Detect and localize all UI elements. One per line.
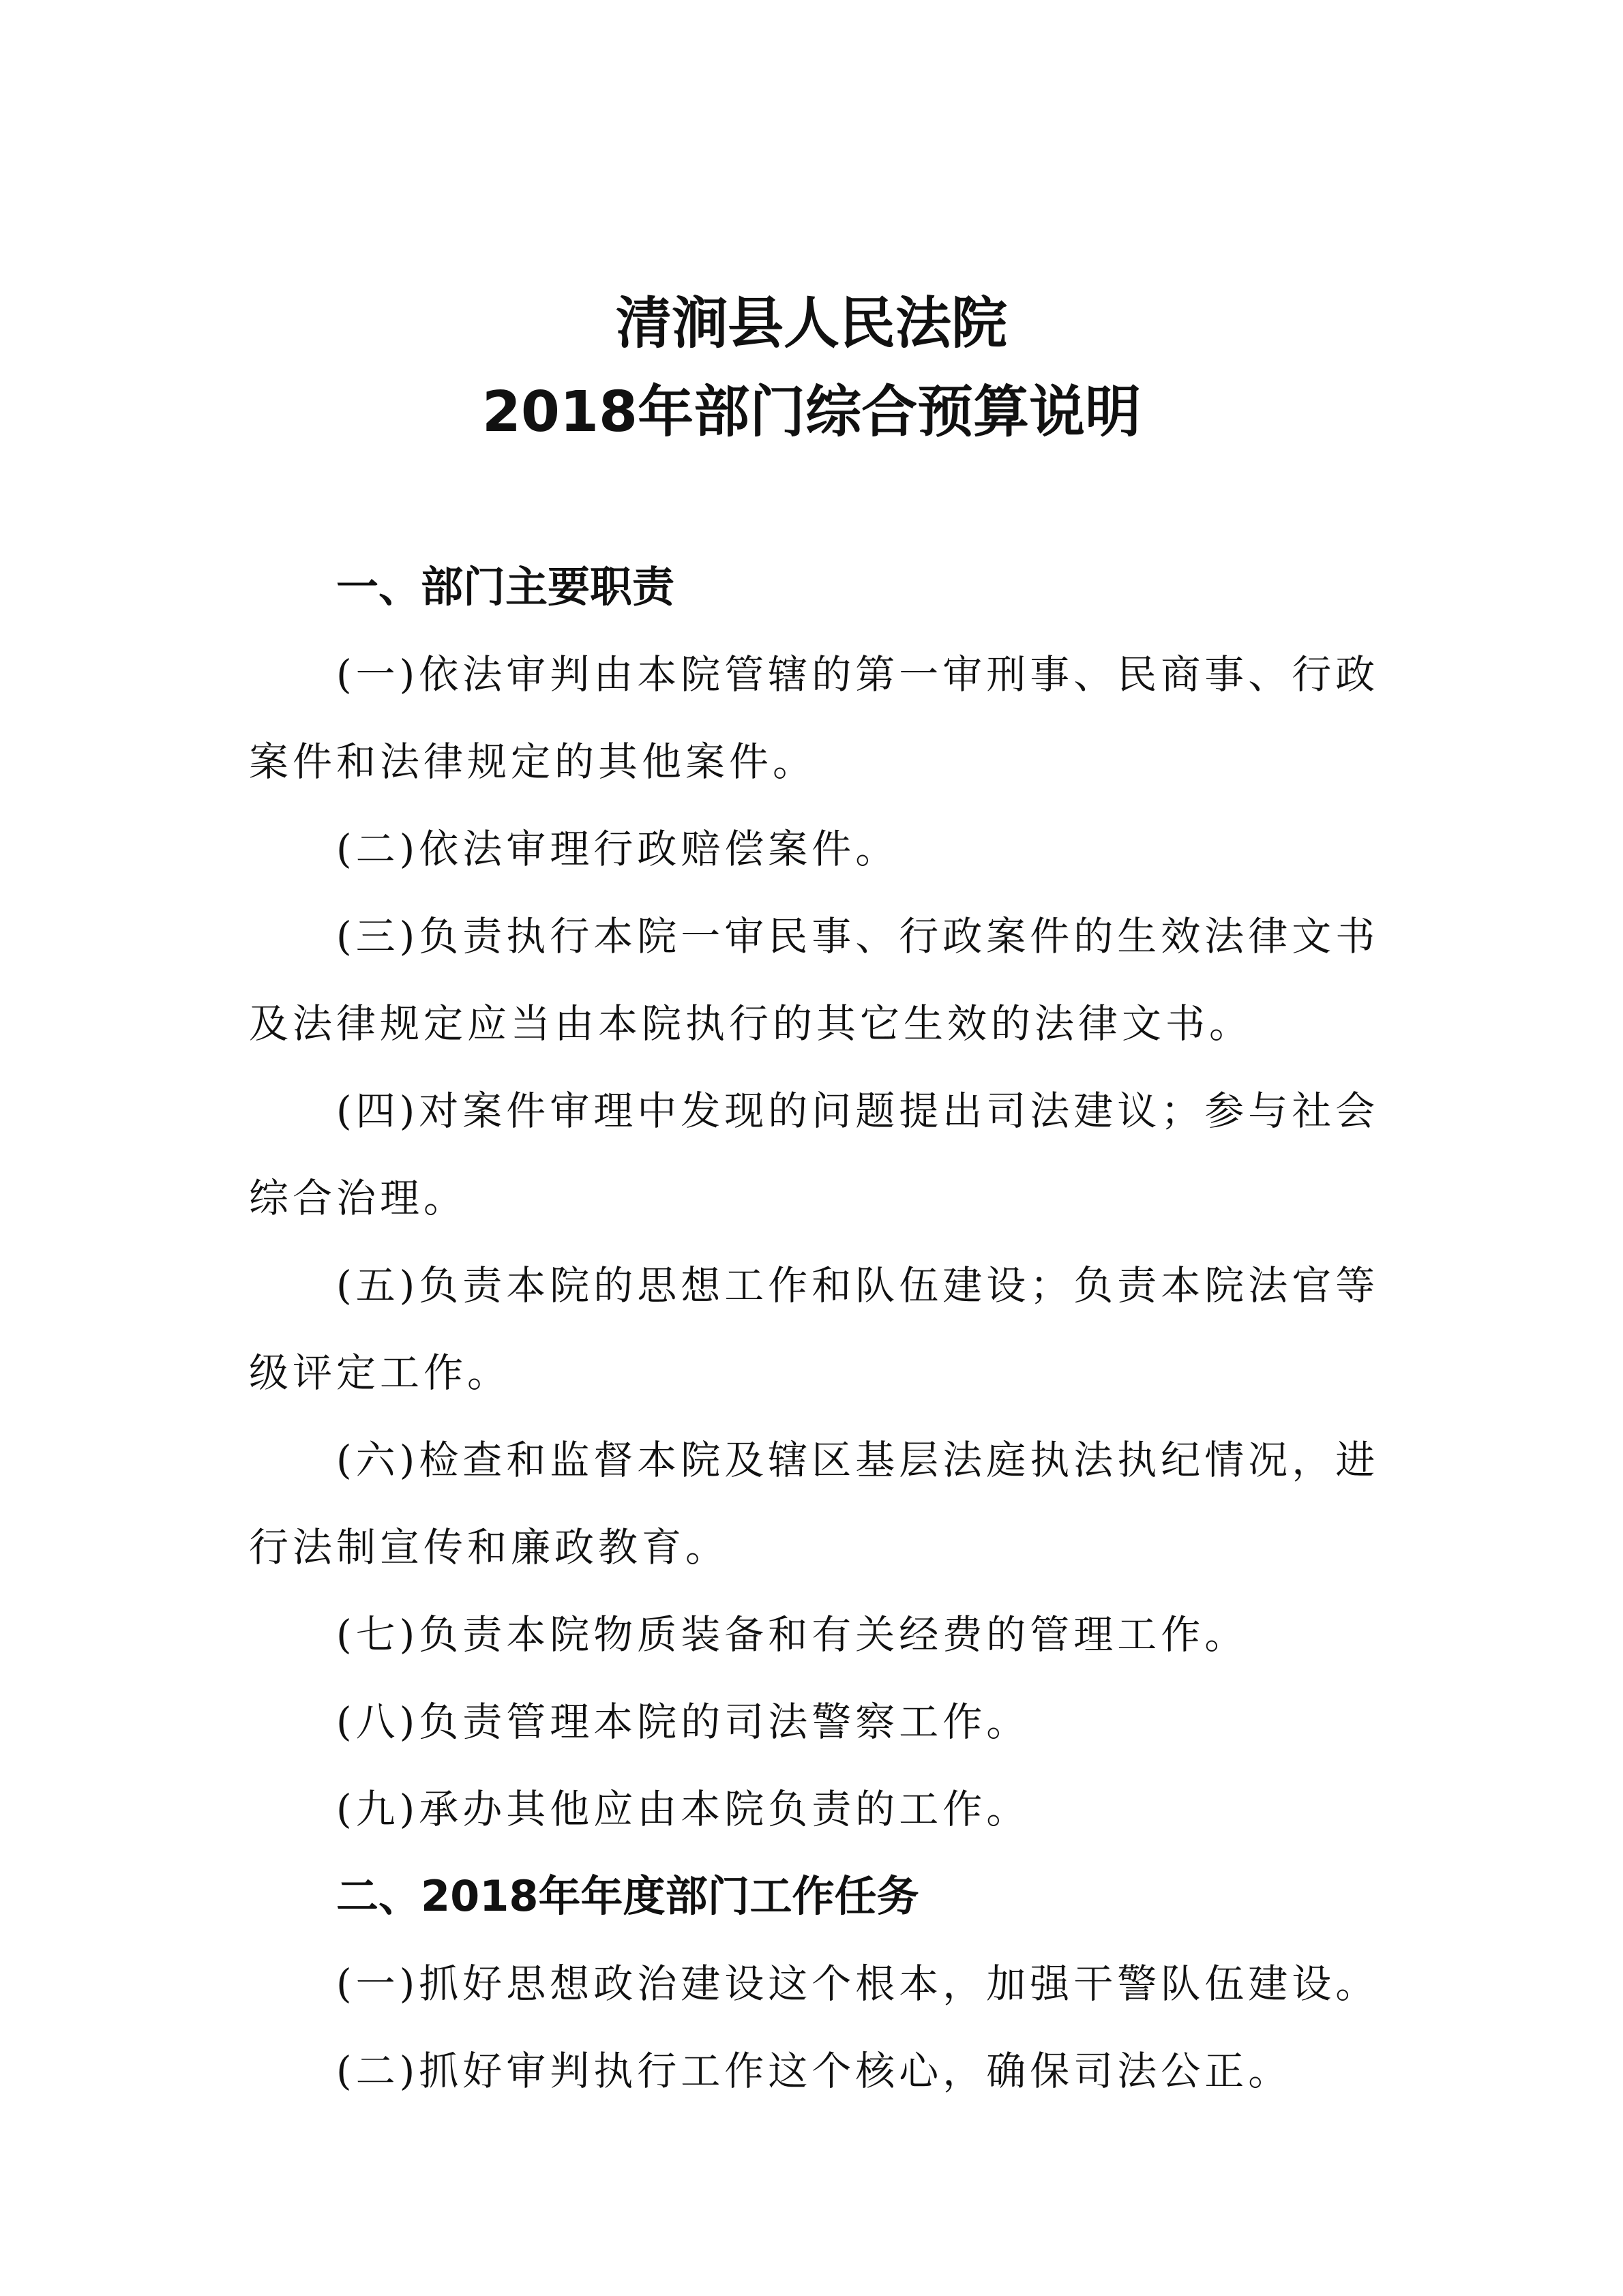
duty-item-1 [249, 631, 1388, 805]
paragraph-line: (四)对案件审理中发现的问题提出司法建议；参与社会 [336, 1088, 1380, 1134]
paragraph-line: (六)检查和监督本院及辖区基层法庭执法执纪情况，进 [336, 1437, 1380, 1483]
document-title-line2: 2018年部门综合预算说明 [481, 380, 1142, 445]
duty-item-2 [249, 805, 1388, 893]
paragraph-line: 级评定工作。 [249, 1350, 511, 1396]
paragraph-line: 行法制宣传和廉政教育。 [249, 1524, 730, 1570]
paragraph-line: (二)依法审理行政赔偿案件。 [336, 826, 899, 872]
duty-item-6 [249, 1416, 1388, 1591]
paragraph-line: 及法律规定应当由本院执行的其它生效的法律文书。 [249, 1000, 1253, 1047]
duty-item-3 [249, 893, 1388, 1067]
task-item-2 [249, 2027, 1388, 2115]
duty-item-7 [249, 1591, 1388, 1678]
paragraph-line: (五)负责本院的思想工作和队伍建设；负责本院法官等 [336, 1262, 1380, 1309]
task-item-1 [249, 1940, 1388, 2027]
paragraph-line: 综合治理。 [249, 1175, 468, 1221]
paragraph-line: (九)承办其他应由本院负责的工作。 [336, 1786, 1030, 1832]
paragraph-line: (七)负责本院物质装备和有关经费的管理工作。 [336, 1611, 1249, 1658]
section-heading-duties: 一、部门主要职责 [336, 562, 675, 612]
paragraph-line: (二)抓好审判执行工作这个核心，确保司法公正。 [336, 2048, 1292, 2094]
section-heading-tasks: 二、2018年年度部门工作任务 [336, 1871, 919, 1921]
duty-item-8 [249, 1678, 1388, 1765]
duty-item-5 [249, 1242, 1388, 1416]
document-body [249, 543, 1388, 2115]
duty-item-4 [249, 1067, 1388, 1242]
paragraph-line: (一)抓好思想政治建设这个根本，加强干警队伍建设。 [336, 1960, 1380, 2007]
paragraph-line: (八)负责管理本院的司法警察工作。 [336, 1699, 1030, 1745]
duty-item-9 [249, 1765, 1388, 1853]
paragraph-line: 案件和法律规定的其他案件。 [249, 739, 817, 785]
paragraph-line: (三)负责执行本院一审民事、行政案件的生效法律文书 [336, 913, 1380, 959]
document-title-line1: 清涧县人民法院 [615, 291, 1007, 356]
paragraph-line: (一)依法审判由本院管辖的第一审刑事、民商事、行政 [336, 651, 1380, 698]
